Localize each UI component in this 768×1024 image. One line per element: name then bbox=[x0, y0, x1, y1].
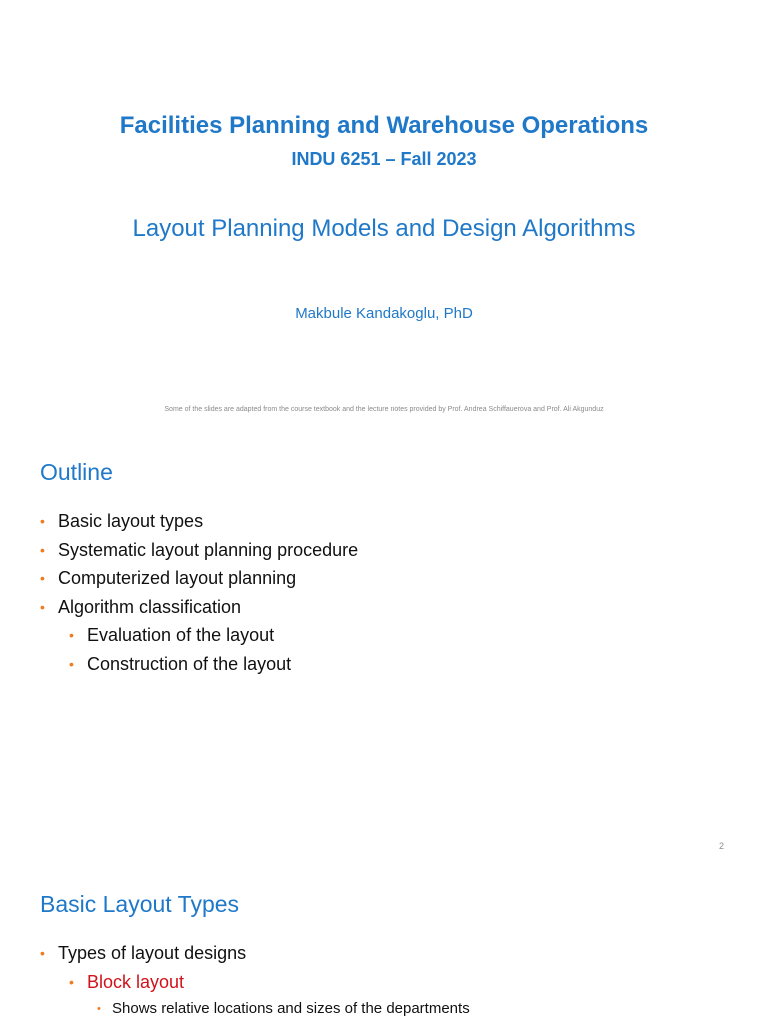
layout-types-list bbox=[40, 939, 470, 1022]
list-subitem bbox=[40, 968, 470, 997]
bullet-icon: • bbox=[40, 945, 45, 961]
bullet-icon: • bbox=[40, 598, 45, 615]
bullet-icon: • bbox=[69, 655, 74, 672]
lecture-topic: Layout Planning Models and Design Algorithms bbox=[132, 215, 636, 242]
list-item: • Systematic layout planning procedure bbox=[40, 536, 358, 565]
bullet-icon: • bbox=[69, 973, 74, 990]
bullet-icon: • bbox=[97, 1003, 101, 1015]
list-subsubitem: • Shows relative locations and sizes of the departments bbox=[40, 996, 470, 1022]
list-item: • Types of layout designs bbox=[40, 939, 470, 968]
list-item: • Algorithm classification bbox=[40, 593, 358, 622]
slide-heading: Outline bbox=[40, 459, 113, 485]
bullet-icon: • bbox=[40, 513, 45, 529]
bullet-icon: • bbox=[69, 627, 74, 643]
outline-list bbox=[40, 507, 358, 678]
bullet-icon: • bbox=[40, 570, 45, 586]
list-subitem: • Evaluation of the layout bbox=[40, 621, 358, 650]
emphasized-term: Block layout bbox=[87, 971, 185, 992]
title-slide bbox=[0, 0, 768, 432]
author-name: Makbule Kandakoglu, PhD bbox=[295, 305, 473, 322]
course-code: INDU 6251 – Fall 2023 bbox=[291, 149, 477, 169]
list-item: • Computerized layout planning bbox=[40, 564, 358, 593]
bullet-icon: • bbox=[40, 541, 45, 558]
page-number: 2 bbox=[718, 841, 724, 851]
list-item: • Basic layout types bbox=[40, 507, 358, 536]
presentation-title: Facilities Planning and Warehouse Operations bbox=[119, 112, 649, 139]
outline-slide bbox=[0, 432, 768, 864]
list-subitem: • Construction of the layout bbox=[40, 650, 358, 679]
credits-note: Some of the slides are adapted from the course textbook and the lecture notes provided by Prof. Andrea Schiffauerova and Prof. Ali Akgunduz bbox=[164, 406, 604, 413]
basic-layout-types-slide bbox=[0, 864, 768, 1024]
slide-heading: Basic Layout Types bbox=[40, 891, 240, 917]
